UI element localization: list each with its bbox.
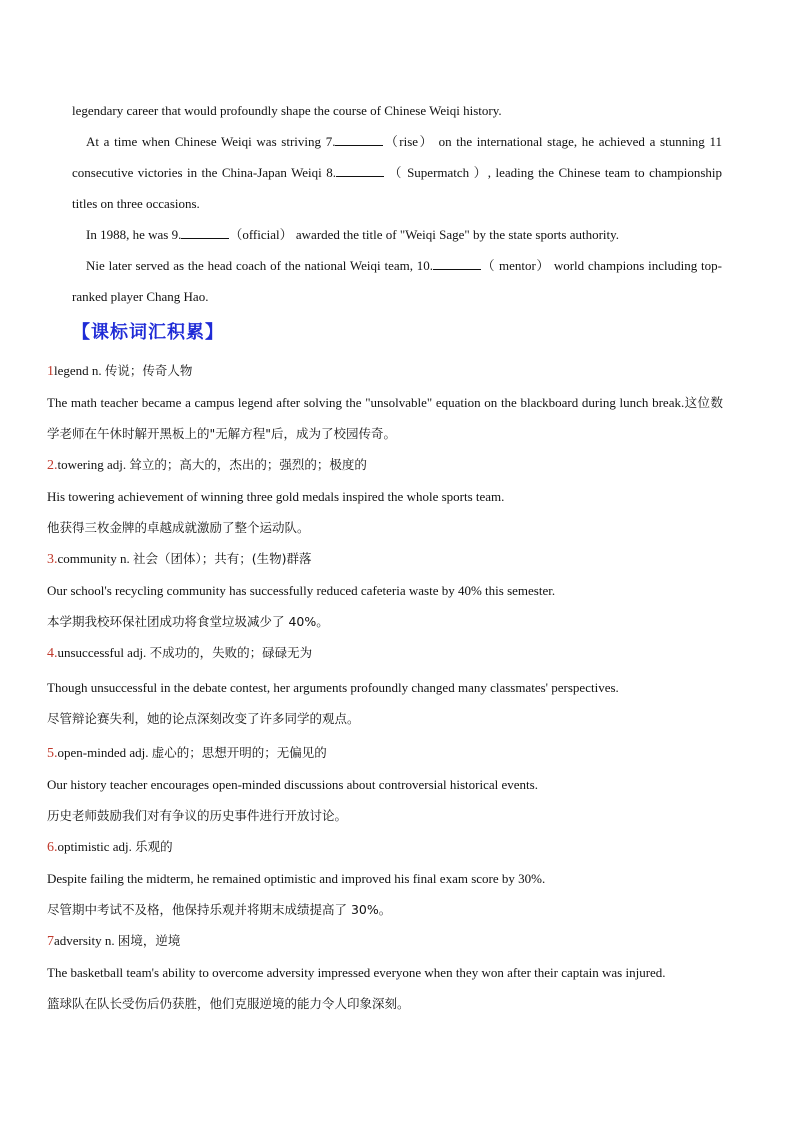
example-english: Our school's recycling community has successfully reduced cafeteria waste by 40% this semester. (47, 583, 556, 598)
hint-10: （ mentor） (481, 258, 550, 273)
vocab-headword: 7adversity n. 困境，逆境 (47, 933, 181, 949)
example-chinese: 尽管期中考试不及格，他保持乐观并将期末成绩提高了 30%。 (47, 902, 392, 917)
vocab-entry (47, 543, 723, 637)
example-english: The math teacher became a campus legend after solving the "unsolvable" equation on the blackboard during lunch break.这位数学老师在午休时解开黑板上的"无解方程"后，成为了校园传奇。 (47, 395, 723, 441)
vocab-headword: 4.unsuccessful adj. 不成功的，失败的；碌碌无为 (47, 645, 313, 661)
section-title: 【课标词汇积累】 (72, 322, 224, 343)
passage-line-1: legendary career that would profoundly shape the course of Chinese Weiqi history. (72, 103, 502, 118)
blank-8[interactable] (336, 164, 384, 177)
vocab-headword: 3.community n. 社会（团体）；共有；(生物)群落 (47, 551, 312, 567)
vocab-entry (47, 355, 723, 449)
example-english: His towering achievement of winning three gold medals inspired the whole sports team. (47, 489, 505, 504)
example-english: Our history teacher encourages open-minded discussions about controversial historical events. (47, 777, 538, 792)
passage-paragraph-7-8: At a time when Chinese Weiqi was striving 7. （rise） on the international stage, he achieved a stunning 11 consecutive victories in the China-Japan Weiqi 8. （ Supermatch ）, leading the Chinese team to championship titles on three occasions. (72, 134, 723, 211)
passage-paragraph-9: In 1988, he was 9. （official） awarded the title of "Weiqi Sage" by the state sports authority. (86, 227, 620, 242)
example-english: The basketball team's ability to overcome adversity impressed everyone when they won after their captain was injured. (47, 965, 666, 980)
example-english: Despite failing the midterm, he remained optimistic and improved his final exam score by 30%. (47, 871, 546, 886)
blank-10[interactable] (433, 257, 481, 270)
vocab-headword: 6.optimistic adj. 乐观的 (47, 839, 173, 855)
example-english: Though unsuccessful in the debate contest, her arguments profoundly changed many classmates' perspectives. (47, 680, 619, 695)
example-chinese: 尽管辩论赛失利，她的论点深刻改变了许多同学的观点。 (47, 711, 360, 726)
blank-7[interactable] (335, 133, 383, 146)
example-chinese: 他获得三枚金牌的卓越成就激励了整个运动队。 (47, 520, 310, 535)
vocab-entry (47, 831, 723, 925)
hint-8: （ Supermatch ） (388, 165, 488, 180)
vocab-entry (47, 637, 723, 734)
vocab-headword: 5.open-minded adj. 虚心的；思想开明的；无偏见的 (47, 745, 327, 761)
vocab-entry (47, 737, 723, 831)
blank-9[interactable] (181, 226, 229, 239)
example-chinese: 篮球队在队长受伤后仍获胜，他们克服逆境的能力令人印象深刻。 (47, 996, 410, 1011)
reading-passage (72, 95, 722, 312)
example-chinese: 历史老师鼓励我们对有争议的历史事件进行开放讨论。 (47, 808, 348, 823)
vocabulary-list (47, 355, 723, 1019)
vocab-entry (47, 449, 723, 543)
vocab-entry (47, 925, 723, 1019)
example-chinese: 本学期我校环保社团成功将食堂垃圾减少了 40%。 (47, 614, 329, 629)
hint-7: （rise） (383, 134, 434, 149)
passage-paragraph-10: Nie later served as the head coach of the national Weiqi team, 10. （ mentor） world champions including top-ranked player Chang Hao. (72, 258, 722, 304)
hint-9: （official） (229, 227, 293, 242)
vocab-headword: 2.towering adj. 耸立的；高大的，杰出的；强烈的；极度的 (47, 457, 367, 473)
vocab-headword: 1legend n. 传说；传奇人物 (47, 363, 193, 379)
example-chinese-inline: 这位数学老师在午休时解开黑板上的"无解方程"后，成为了校园传奇。 (47, 395, 723, 441)
